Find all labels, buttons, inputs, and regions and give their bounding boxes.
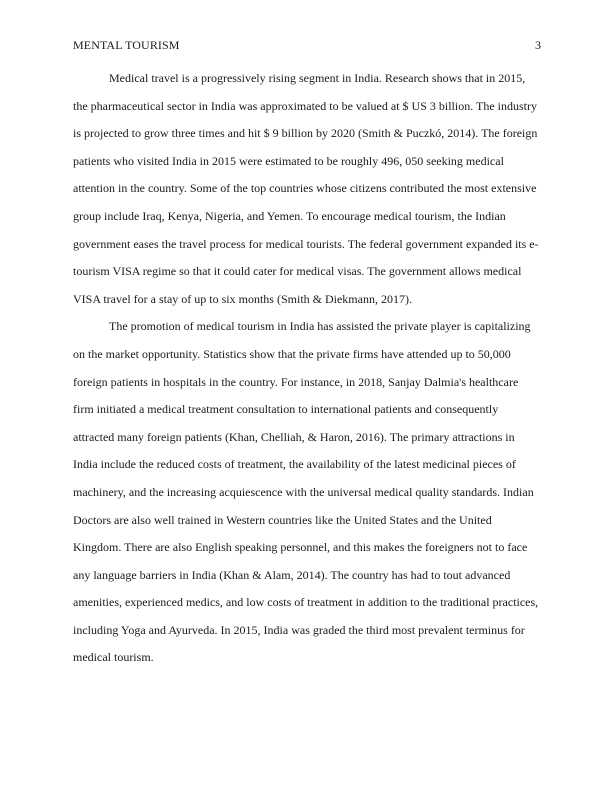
text-line: India include the reduced costs of treatment, the availability of the latest medicinal pieces of	[73, 457, 516, 472]
text-line: Medical travel is a progressively rising segment in India. Research shows that in 2015,	[109, 71, 526, 85]
text-line: patients who visited India in 2015 were estimated to be roughly 496, 050 seeking medical	[73, 153, 504, 168]
text-line: Kingdom. There are also English speaking personnel, and this makes the foreigners not to face	[73, 540, 528, 555]
page-number: 3	[535, 38, 541, 52]
text-line: any language barriers in India (Khan & Alam, 2014). The country has had to tout advanced	[73, 567, 511, 582]
paragraph-2	[73, 313, 541, 672]
text-line: the pharmaceutical sector in India was approximated to be valued at $ US 3 billion. The industry	[73, 98, 537, 113]
body-text	[73, 65, 541, 672]
text-line: government eases the travel process for medical tourists. The federal government expanded its e-	[73, 236, 539, 251]
text-line: attracted many foreign patients (Khan, Chelliah, & Haron, 2016). The primary attractions in	[73, 429, 515, 444]
running-head: MENTAL TOURISM	[73, 38, 180, 52]
text-line: The promotion of medical tourism in India has assisted the private player is capitalizing	[109, 319, 531, 334]
text-line: tourism VISA regime so that it could cater for medical visas. The government allows medical	[73, 264, 522, 279]
text-line: on the market opportunity. Statistics show that the private firms have attended up to 50,000	[73, 346, 511, 361]
text-line: group include Iraq, Kenya, Nigeria, and Yemen. To encourage medical tourism, the Indian	[73, 208, 506, 223]
text-line: medical tourism.	[73, 650, 154, 665]
text-line: foreign patients in hospitals in the country. For instance, in 2018, Sanjay Dalmia's healthcare	[73, 374, 519, 389]
text-line: attention in the country. Some of the top countries whose citizens contributed the most extensive	[73, 181, 537, 196]
text-line: VISA travel for a stay of up to six months (Smith & Diekmann, 2017).	[73, 291, 412, 306]
text-line: amenities, experienced medics, and low costs of treatment in addition to the traditional practices,	[73, 595, 539, 610]
text-line: including Yoga and Ayurveda. In 2015, India was graded the third most prevalent terminus for	[73, 622, 525, 637]
text-line: is projected to grow three times and hit $ 9 billion by 2020 (Smith & Puczkó, 2014). The foreign	[73, 126, 538, 141]
text-line: Doctors are also well trained in Western countries like the United States and the United	[73, 512, 492, 527]
text-line: firm initiated a medical treatment consultation to international patients and consequently	[73, 402, 499, 417]
paragraph-1	[73, 65, 541, 313]
page-header	[73, 36, 541, 54]
text-line: machinery, and the increasing acquiescence with the universal medical quality standards. Indian	[73, 484, 534, 499]
